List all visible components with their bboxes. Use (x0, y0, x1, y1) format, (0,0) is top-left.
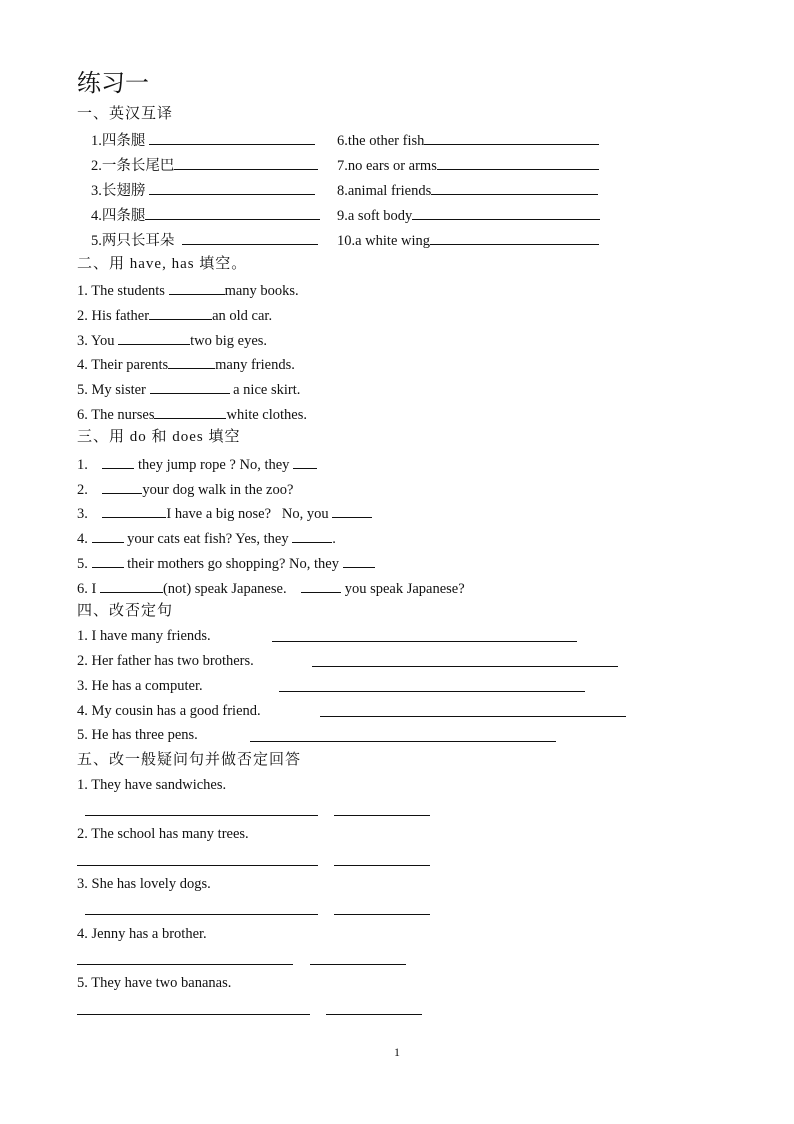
s3-item-5: 5. their mothers go shopping? No, they (77, 554, 375, 573)
s5-item-5: 5. They have two bananas. (77, 975, 232, 991)
s1-right-item-9: 9.a soft body (337, 206, 600, 225)
worksheet-title: 练习一 (77, 71, 149, 97)
s4-item-4: 4. My cousin has a good friend. (77, 703, 261, 719)
s3-item-4: 4. your cats eat fish? Yes, they . (77, 531, 336, 547)
section1-heading: 一、英汉互译 (77, 106, 174, 122)
s2-item-4: 4. Their parents many friends. (77, 357, 295, 373)
s3-item-1: 1. they jump rope ? No, they (77, 455, 317, 474)
s5-answer-line-4 (310, 964, 406, 965)
s2-item-6: 6. The nurses white clothes. (77, 407, 308, 423)
s5-answer-line-3 (334, 914, 430, 915)
s5-answer-line-2 (334, 865, 430, 866)
s1-right-item-8: 8.animal friends (337, 181, 598, 200)
s3-item-2: 2. your dog walk in the zoo? (77, 482, 294, 498)
s5-item-2: 2. The school has many trees. (77, 826, 249, 842)
page-number: 1 (394, 1045, 400, 1059)
s3-item-6: 6. I (not) speak Japanese. you speak Japanese? (77, 581, 465, 597)
section3-heading: 三、用 do 和 does 填空 (77, 429, 241, 445)
s5-question-line-3 (85, 914, 318, 915)
s1-right-item-10: 10.a white wing (337, 231, 599, 250)
s3-item-3: 3. I have a big nose? No, you (77, 504, 372, 523)
s4-item-5: 5. He has three pens. (77, 727, 198, 743)
s1-left-item-1: 1.四条腿 (91, 131, 315, 150)
s2-item-5: 5. My sister a nice skirt. (77, 382, 301, 398)
s5-item-3: 3. She has lovely dogs. (77, 876, 211, 892)
s1-left-item-5: 5.两只长耳朵 (91, 231, 318, 250)
s2-item-3: 3. You two big eyes. (77, 333, 268, 349)
s4-answer-line-5 (250, 741, 556, 742)
s4-answer-line-2 (312, 666, 618, 667)
section2-heading: 二、用 have, has 填空。 (77, 256, 248, 272)
s2-item-1: 1. The students many books. (77, 283, 299, 299)
section4-heading: 四、改否定句 (77, 603, 174, 619)
s2-item-2: 2. His father an old car. (77, 308, 273, 324)
s1-left-item-3: 3.长翅膀 (91, 181, 315, 200)
s4-answer-line-3 (279, 691, 585, 692)
s1-left-item-4: 4.四条腿 (91, 206, 320, 225)
s5-question-line-1 (85, 815, 318, 816)
s4-item-3: 3. He has a computer. (77, 678, 203, 694)
s5-answer-line-5 (326, 1014, 422, 1015)
s1-left-item-2: 2.一条长尾巴 (91, 156, 318, 175)
s5-item-4: 4. Jenny has a brother. (77, 926, 207, 942)
s5-question-line-4 (77, 964, 293, 965)
s4-item-2: 2. Her father has two brothers. (77, 653, 254, 669)
s1-right-item-6: 6.the other fish (337, 131, 599, 150)
section5-heading: 五、改一般疑问句并做否定回答 (77, 752, 302, 768)
s5-answer-line-1 (334, 815, 430, 816)
s5-question-line-2 (77, 865, 318, 866)
s4-item-1: 1. I have many friends. (77, 628, 211, 644)
s4-answer-line-1 (272, 641, 577, 642)
s1-right-item-7: 7.no ears or arms (337, 156, 599, 175)
s5-item-1: 1. They have sandwiches. (77, 777, 227, 793)
s5-question-line-5 (77, 1014, 310, 1015)
s4-answer-line-4 (320, 716, 626, 717)
